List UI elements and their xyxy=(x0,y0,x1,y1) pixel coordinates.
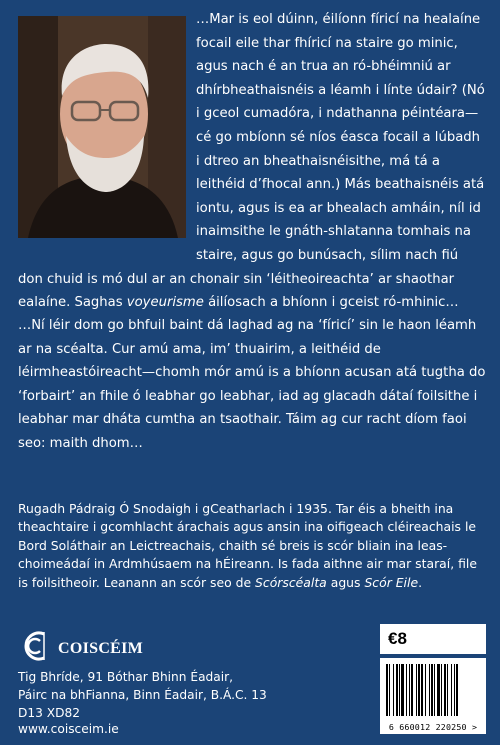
barcode-bar xyxy=(401,664,404,716)
barcode-bar xyxy=(406,664,407,716)
excerpt-1-italic: voyeurisme xyxy=(126,295,204,311)
author-bio xyxy=(18,500,486,592)
barcode-bar xyxy=(441,664,442,716)
address-line-1: Tig Bhríde, 91 Bóthar Bhinn Éadair, xyxy=(18,670,234,684)
barcode-bar xyxy=(456,664,458,716)
barcode-bar xyxy=(418,664,420,716)
barcode-bar xyxy=(399,664,400,716)
barcode-bar xyxy=(447,664,448,716)
barcode-bar xyxy=(425,664,426,716)
bio-end: . xyxy=(418,574,423,590)
barcode-bar xyxy=(431,664,433,716)
book-title-1: Scórscéalta xyxy=(255,574,327,590)
barcode-bar xyxy=(434,664,435,716)
publisher-address xyxy=(18,668,348,722)
book-title-2: Scór Eile xyxy=(364,574,419,590)
excerpt-2: …Ní léir dom go bhfuil baint dá laghad ag na ‘fíricí’ sin le haon léamh ar na scéalta. Cur amú ama, im’ thuairim, a leithéid de léirmheastóireacht—chomh mór amú is a bhíonn acusan atá tugtha do ‘forbairt’ an fhile ó leabhar go leabhar, iad ag glacadh dátaí foilsithe i leabhar mar dháta cumtha an tsaothair. Táim ag cur racht díom faoi seo: maith dhom… xyxy=(18,318,486,451)
publisher-website[interactable]: www.coisceim.ie xyxy=(18,722,119,736)
barcode-bar xyxy=(393,664,394,716)
price-label: €8 xyxy=(380,624,486,654)
address-line-3: D13 XD82 xyxy=(18,706,81,720)
barcode-bar xyxy=(409,664,410,716)
publisher-logo xyxy=(18,628,158,660)
barcode-bar xyxy=(396,664,398,716)
barcode-bars xyxy=(380,658,486,720)
publisher-name: COISCÉIM xyxy=(58,640,144,657)
barcode-bar xyxy=(454,664,455,716)
author-bio-text: Rugadh Pádraig Ó Snodaigh i gCeatharlach i 1935. Tar éis a bheith ina theachtaire i gcomhlacht árachais agus ansin ina oifigeach cléireachais le Bord Soláthair an Leictreachais, chaith sé breis is scór bliain ina leas-choimeádaí in Ardmhúsaem na hÉireann. Is fada aithne air mar staraí, file is foilsitheoir. Leanann an scór seo de xyxy=(18,501,477,590)
excerpt-1 xyxy=(18,8,486,315)
bio-joiner: agus xyxy=(326,574,365,590)
coisceim-logo-icon xyxy=(18,628,54,664)
barcode-bar xyxy=(437,664,440,716)
barcode-number xyxy=(382,722,484,732)
barcode-addon: > xyxy=(471,722,478,732)
barcode xyxy=(380,658,486,734)
excerpt-1-text: …Mar is eol dúinn, éilíonn fíricí na healaíne focail eile thar fhíricí na staire go minic, agus nach é an trua an ró-bhéimniú ar dhírbheathaisnéis a léamh i línte údair? (Nó i gceol cumadóra, i ndathanna péintéara—cé go mbíonn sé níos éasca focail a lúbadh i dtreo an bheathaisnéisithe, má tá a leithéid d’fhocal ann.) Más beathaisnéis atá iontu, agus is ea ar bhealach amháin, níl id inaimsithe le gnáth-shlatanna tomhais na staire, agus go bunúsach, sílim nach fiú don chuid is mó dul ar an chonair sin ‘léitheoireachta’ ar shaothar ealaíne. Saghas xyxy=(18,12,485,311)
excerpt-1-end: áilíosach a bhíonn i gceist ró-mhinic… xyxy=(203,295,459,311)
address-line-2: Páirc na bhFianna, Binn Éadair, B.Á.C. 13 xyxy=(18,688,267,702)
barcode-bar xyxy=(386,664,388,716)
barcode-bar xyxy=(416,664,417,716)
barcode-bar xyxy=(389,664,390,716)
barcode-digits: 6 660012 220250 xyxy=(388,722,467,732)
barcode-bar xyxy=(411,664,413,716)
barcode-bar xyxy=(451,664,452,716)
barcode-bar xyxy=(421,664,423,716)
barcode-bar xyxy=(429,664,430,716)
barcode-bar xyxy=(444,664,446,716)
